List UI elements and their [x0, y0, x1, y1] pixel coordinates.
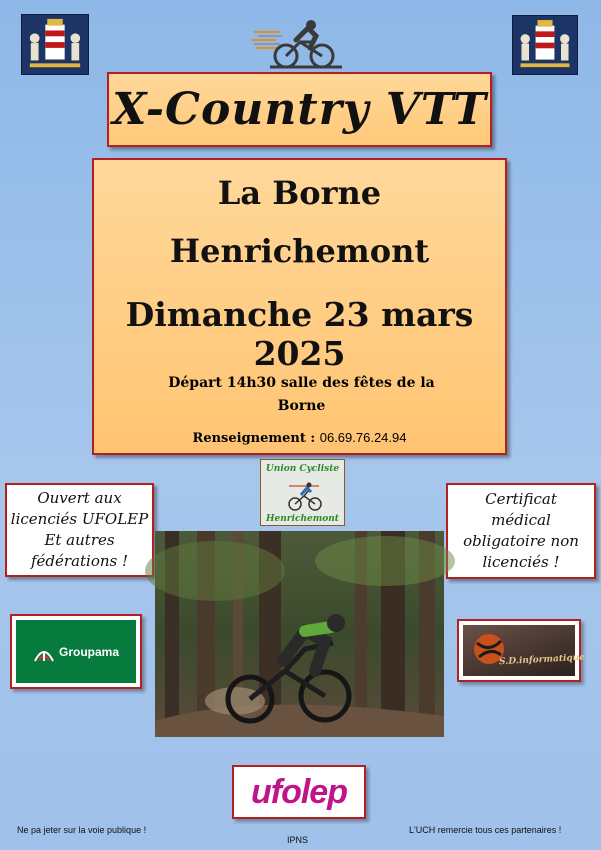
medical-certificate-box [446, 483, 596, 579]
left-box-line3: Et autres [44, 531, 115, 549]
footer-center: IPNS [287, 835, 309, 845]
ufolep-label: ufolep [251, 772, 347, 811]
left-box-line2: licenciés UFOLEP [10, 510, 149, 528]
right-box-line4: licenciés ! [482, 553, 560, 571]
location-line2: Henrichemont [169, 232, 430, 270]
footer-left: Ne pa jeter sur la voie publique ! [17, 825, 147, 835]
ufolep-sponsor [232, 765, 366, 819]
right-box-line2: médical [491, 511, 551, 529]
depart-text: Départ 14h30 salle des fêtes de la Borne [168, 375, 435, 414]
cyclist-logo-icon [250, 18, 346, 70]
club-name-line1: Union Cycliste [265, 464, 340, 474]
sd-label: S.D.informatique [498, 652, 586, 668]
crest-left [21, 14, 89, 75]
groupama-leaf-icon [33, 641, 55, 663]
renseignement [94, 430, 505, 446]
groupama-label: Groupama [58, 644, 119, 659]
crest-right [512, 15, 578, 75]
groupama-sponsor [10, 614, 142, 689]
left-box-line4: fédérations ! [30, 552, 129, 570]
event-info-box [92, 158, 507, 455]
location-line1: La Borne [217, 174, 382, 212]
event-date: Dimanche 23 mars 2025 [125, 295, 474, 373]
open-licence-box [5, 483, 154, 577]
renseignement-label: Renseignement : [192, 431, 316, 446]
right-box-line1: Certificat [485, 490, 557, 508]
left-box-line1: Ouvert aux [37, 489, 122, 507]
club-name-line2: Henrichemont [266, 514, 339, 524]
right-box-line3: obligatoire non [463, 532, 579, 550]
phone-number: 06.69.76.24.94 [319, 430, 407, 445]
event-title: X-Country VTT [112, 84, 487, 135]
sd-informatique-sponsor [457, 619, 586, 682]
title-box [107, 72, 492, 147]
footer-right: L'UCH remercie tous ces partenaires ! [409, 825, 562, 835]
mountain-bike-photo [155, 531, 444, 737]
club-logo [260, 459, 345, 526]
